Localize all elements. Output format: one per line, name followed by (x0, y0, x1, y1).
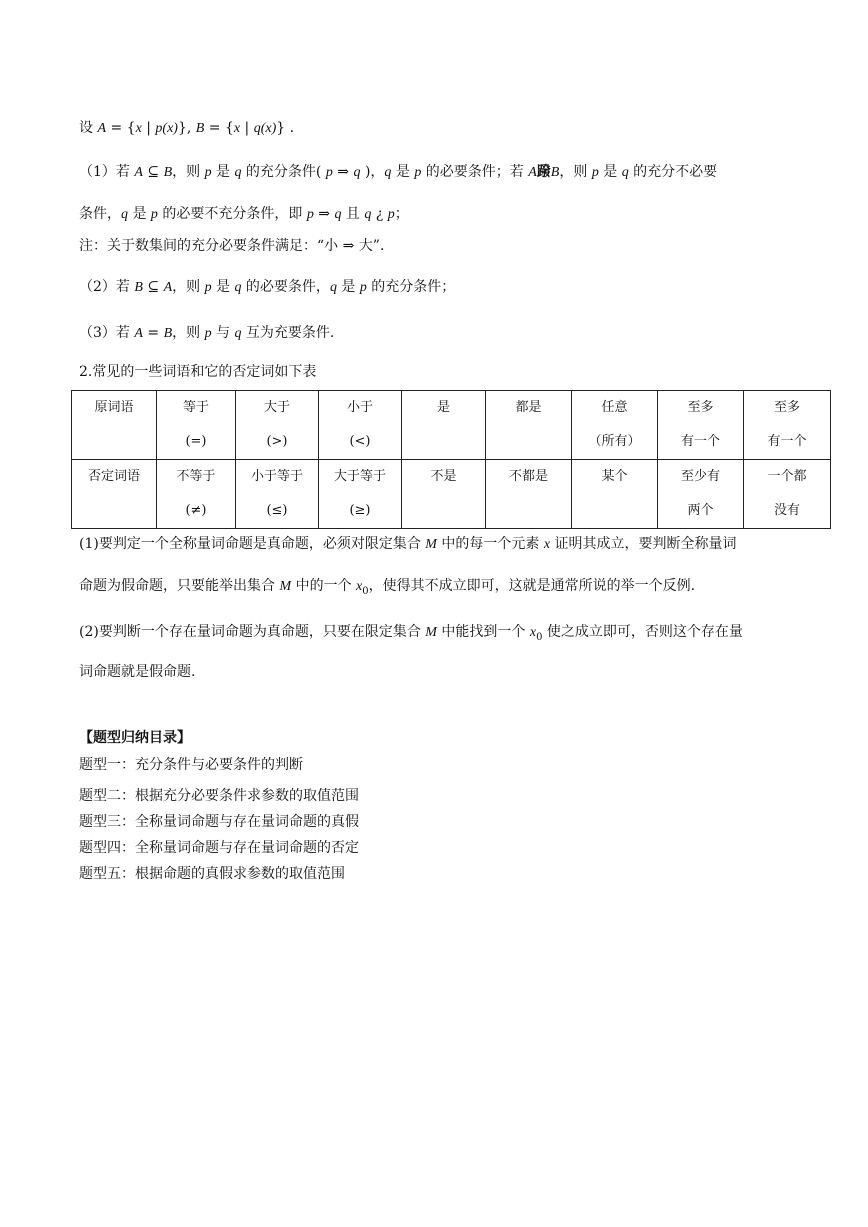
cell-text: (≥) (349, 503, 371, 518)
para2-line1 (79, 622, 743, 648)
note-line: 注：关于数集间的充分必要条件满足：“小 ⇒ 大”. (79, 238, 385, 254)
item2-line (79, 277, 455, 298)
text: 是 (211, 279, 235, 295)
text: 命题为假命题，只要能举出集合 (79, 578, 280, 594)
cell-text: 至多 (687, 400, 714, 415)
math-var: M (425, 625, 437, 640)
math-var: q (121, 207, 128, 222)
text: 是 (211, 164, 235, 180)
text: ，则 (172, 279, 205, 295)
table-cell (744, 460, 831, 529)
cell-text: 某个 (601, 469, 628, 484)
cell-text: (≤) (266, 503, 288, 518)
text: } (177, 120, 187, 136)
math-var: x (543, 537, 551, 552)
cell-text: （所有） (588, 434, 641, 449)
text: （1）若 (79, 164, 135, 180)
table-cell (572, 460, 658, 529)
item1-line2 (79, 204, 409, 225)
math-var: p(x) (155, 121, 178, 136)
table-cell (658, 460, 744, 529)
text: (1)要判定一个全称量词命题是真命题，必须对限定集合 (79, 536, 426, 552)
item1-line1 (79, 162, 717, 183)
cell-text: 小于等于 (250, 469, 303, 484)
para1-line1 (79, 534, 737, 555)
table-cell (572, 391, 658, 460)
math-var: q (621, 165, 629, 180)
math-var: p (204, 280, 212, 295)
text: } (276, 120, 286, 136)
text: ⇒ (332, 164, 354, 180)
text: 是 (336, 279, 360, 295)
math-var: q (334, 207, 342, 222)
cell-text: 有一个 (680, 434, 720, 449)
text: | (240, 120, 254, 136)
cell-text: (≠) (185, 503, 207, 518)
cell-text (486, 425, 571, 459)
cell-text: (=) (185, 434, 207, 449)
cell-text: 大于 (263, 400, 290, 415)
text: ⊆ (142, 279, 164, 295)
section2-title: 2.常见的一些词语和它的否定词如下表 (79, 364, 317, 380)
math-var: B (550, 165, 560, 180)
text: 的必要条件， (241, 279, 330, 295)
text: )， (360, 164, 385, 180)
cell-text: 至少有 (680, 469, 720, 484)
table-cell (157, 391, 236, 460)
cell-text: 大于等于 (333, 469, 386, 484)
text: ⇒ (313, 206, 335, 222)
table-cell (319, 460, 402, 529)
text: 的必要条件；若 (421, 164, 529, 180)
text: 的充分条件； (366, 279, 456, 295)
math-var: A (528, 165, 537, 180)
garbled-glyph: 蹳 (536, 164, 551, 180)
math-var: p (387, 207, 395, 222)
text: 的充分不必要 (628, 164, 718, 180)
table-row-original (72, 391, 831, 460)
text: 中能找到一个 (436, 624, 530, 640)
cell-text: 都是 (515, 400, 542, 415)
cell-text: 有一个 (767, 434, 807, 449)
negation-table (71, 390, 831, 529)
math-var: x (529, 625, 537, 640)
cell-text: 否定词语 (87, 469, 140, 484)
math-var: q (353, 165, 361, 180)
catalog-item: 题型二：根据充分必要条件求参数的取值范围 (79, 788, 359, 804)
text: ，则 (172, 164, 205, 180)
cell-text (572, 494, 657, 528)
text: 设 (79, 120, 93, 136)
math-var: B (163, 326, 173, 341)
catalog-item: 题型一：充分条件与必要条件的判断 (79, 757, 303, 773)
cell-text: 是 (436, 400, 450, 415)
cell-text (72, 494, 156, 528)
text: ¿ (371, 206, 388, 222)
set-b-symbol: B (195, 121, 205, 136)
text: 使之成立即可，否则这个存在量 (542, 624, 743, 640)
para2-line2: 词命题就是假命题. (79, 664, 196, 680)
text: 与 (211, 325, 235, 341)
math-var: q (234, 280, 242, 295)
text: 的充分条件( (241, 164, 326, 180)
cell-text: 不是 (430, 469, 457, 484)
table-cell (236, 391, 319, 460)
text: ，则 (172, 325, 205, 341)
cell-text: (>) (266, 434, 288, 449)
text: | (141, 120, 156, 136)
cell-text: 等于 (182, 400, 209, 415)
set-a-symbol: A (97, 121, 107, 136)
cell-text: 原词语 (94, 400, 134, 415)
para1-line2 (79, 576, 695, 602)
table-cell (486, 460, 572, 529)
catalog-heading: 【题型归纳目录】 (79, 730, 191, 746)
text: 且 (341, 206, 365, 222)
text: ，则 (559, 164, 592, 180)
table-cell (658, 391, 744, 460)
math-var: M (279, 579, 292, 594)
catalog-item: 题型三：全称量词命题与存在量词命题的真假 (79, 814, 359, 830)
cell-text (486, 494, 571, 528)
math-var: A (134, 165, 143, 180)
math-var: q (329, 280, 337, 295)
math-var: p (591, 165, 599, 180)
cell-text (402, 494, 485, 528)
math-var: p (204, 326, 212, 341)
catalog-item: 题型五：根据命题的真假求参数的取值范围 (79, 866, 345, 882)
text: . (285, 120, 295, 136)
text: 中的一个 (291, 578, 357, 594)
math-var: q (234, 326, 242, 341)
table-cell (236, 460, 319, 529)
text: 的必要不充分条件，即 (157, 206, 307, 222)
subscript: 0 (362, 585, 369, 597)
table-cell (319, 391, 402, 460)
text: ⊆ (142, 164, 164, 180)
cell-text: 一个都 (767, 469, 807, 484)
text: 中的每一个元素 (436, 536, 544, 552)
cell-text: 至多 (773, 400, 800, 415)
text: = { (204, 120, 234, 136)
math-var: x (233, 121, 241, 136)
text: （2）若 (79, 279, 135, 295)
math-var: p (204, 165, 212, 180)
text: 证明其成立，要判断全称量词 (550, 536, 737, 552)
table-cell (486, 391, 572, 460)
cell-text: 任意 (601, 400, 628, 415)
math-var: p (325, 165, 333, 180)
table-row-negation (72, 460, 831, 529)
subscript: 0 (536, 631, 543, 643)
text: 是 (598, 164, 622, 180)
table-cell (744, 391, 831, 460)
cell-text: (<) (349, 434, 371, 449)
cell-text: 不等于 (176, 469, 216, 484)
text: ，使得其不成立即可，这就是通常所说的举一个反例. (368, 578, 696, 594)
text: (2)要判断一个存在量词命题为真命题，只要在限定集合 (79, 624, 426, 640)
text: 条件， (79, 206, 121, 222)
text: = (142, 325, 164, 341)
math-var: p (414, 165, 422, 180)
math-var: x (135, 121, 142, 136)
catalog-item: 题型四：全称量词命题与存在量词命题的否定 (79, 840, 359, 856)
math-var: A (134, 326, 143, 341)
math-var: p (306, 207, 314, 222)
text: 互为充要条件. (241, 325, 335, 341)
text: （3）若 (79, 325, 135, 341)
text: 是 (391, 164, 415, 180)
math-var: q (384, 165, 392, 180)
text: , (186, 120, 196, 136)
math-var: p (150, 207, 158, 222)
text: = { (106, 120, 136, 136)
cell-text (402, 425, 485, 459)
cell-text: 不都是 (508, 469, 548, 484)
table-cell (157, 460, 236, 529)
item3-line (79, 323, 334, 344)
math-var: B (134, 280, 143, 295)
cell-text (72, 425, 156, 459)
math-var: A (163, 280, 173, 295)
table-cell (402, 391, 486, 460)
math-var: M (425, 537, 437, 552)
math-var: B (163, 165, 173, 180)
math-var: q (364, 207, 372, 222)
math-var: q (234, 165, 242, 180)
cell-text: 没有 (773, 503, 800, 518)
cell-text: 两个 (687, 503, 714, 518)
text: 是 (128, 206, 151, 222)
text: ； (394, 206, 409, 222)
cell-text: 小于 (346, 400, 373, 415)
table-cell (72, 391, 157, 460)
table-cell (72, 460, 157, 529)
math-var: p (359, 280, 367, 295)
set-definition-line (79, 118, 294, 139)
math-var: x (356, 579, 363, 594)
table-cell (402, 460, 486, 529)
math-var: q(x) (253, 121, 277, 136)
